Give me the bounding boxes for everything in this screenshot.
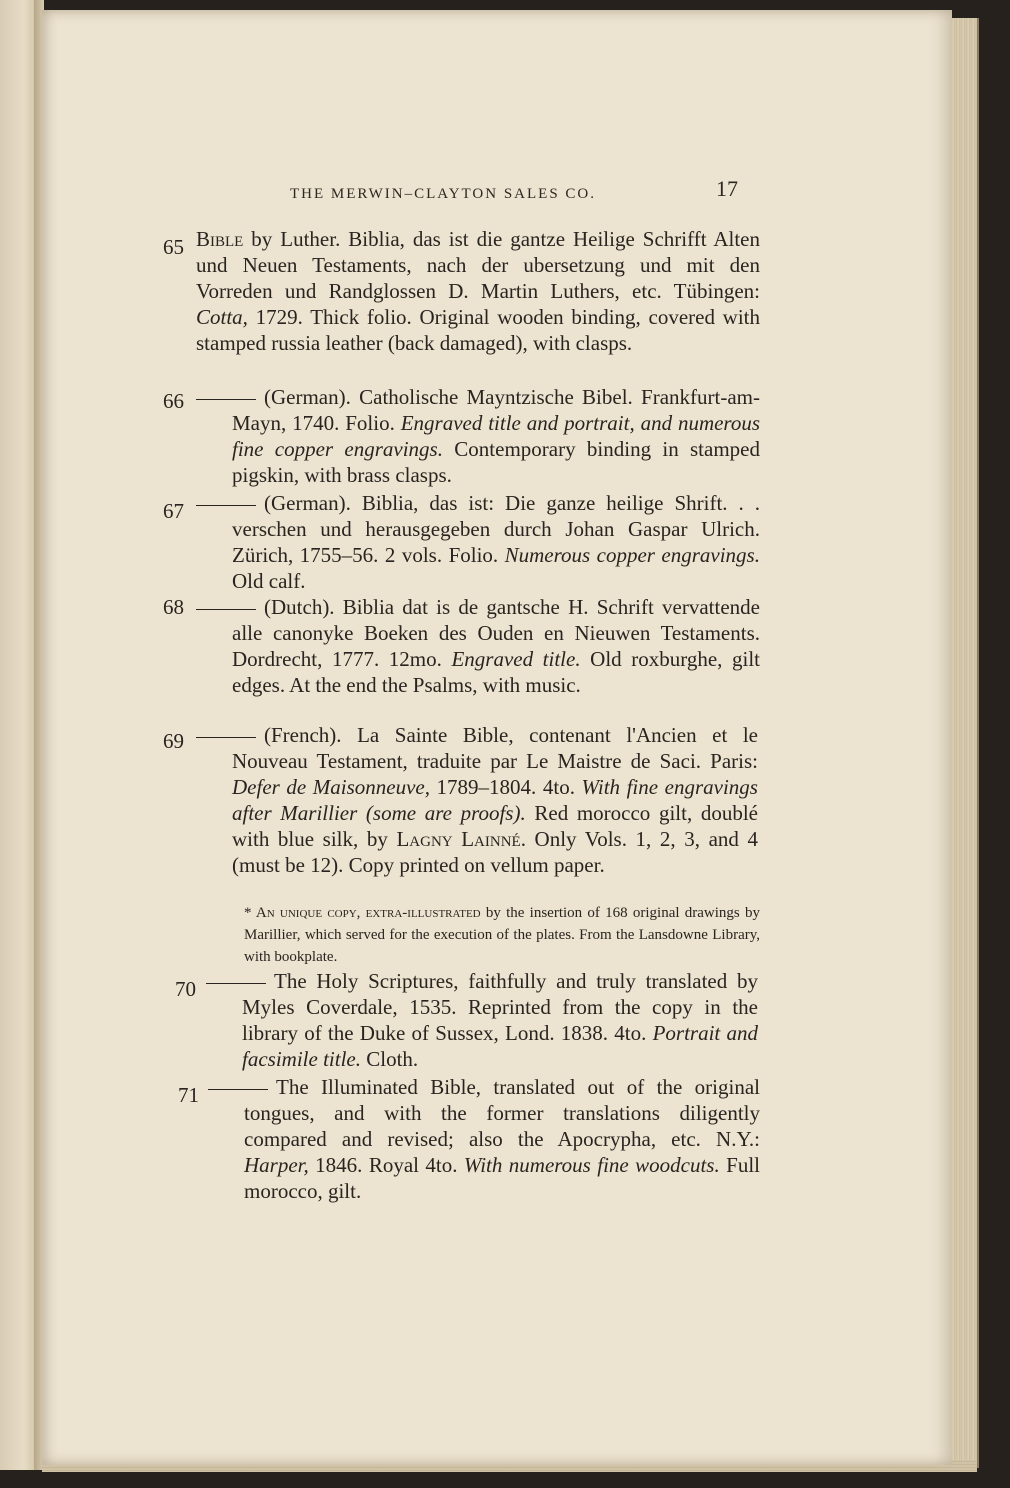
entry-text — [232, 384, 760, 488]
entry-text-a: (French). La Sainte Bible, contenant l'Ancien et le Nouveau Testament, traduite par Le Maistre de Saci. Paris: — [232, 723, 758, 773]
entry-text — [232, 594, 760, 698]
entry-text-d: . Only Vols. 1, 2, 3, and 4 (must be 12). Copy printed on vellum paper. — [232, 827, 758, 877]
note-text: by the insertion of 168 original drawings by Marillier, which served for the execution of the plates. From the Lansdowne Library, with bookplate. — [244, 905, 760, 965]
entry-text-c: Red morocco gilt, doublé with blue silk, by — [232, 801, 758, 851]
entry-text-c: Full morocco, gilt. — [244, 1153, 760, 1203]
entry-text-b: Old calf. — [232, 569, 306, 593]
lot-number: 66 — [163, 389, 184, 413]
lot-number: 70 — [175, 977, 196, 1001]
entry-text-b: Contemporary binding in stamped pigskin, with brass clasps. — [232, 437, 760, 487]
ditto-dash — [196, 737, 256, 738]
binder-name: Lagny Lainné — [396, 827, 521, 851]
entry-italic-a: Harper, — [244, 1153, 309, 1177]
ditto-dash — [208, 1089, 268, 1090]
ditto-dash — [196, 505, 256, 506]
entry-note — [244, 902, 760, 968]
entry-italic-a: Numerous copper engravings. — [504, 543, 760, 567]
entry-text-b: Cloth. — [360, 1047, 419, 1071]
entry-italic-a: Defer de Maisonneuve, — [232, 775, 430, 799]
entry-text — [196, 226, 760, 356]
entry-text-a: (Dutch). Biblia dat is de gantsche H. Schrift vervattende alle canonyke Boeken des Ouden en Nieuwen Testaments. Dordrecht, 1777. 12mo. — [232, 595, 760, 671]
lot-number: 71 — [178, 1083, 199, 1107]
entry-text-a: by Luther. Biblia, das ist die gantze Heilige Schrifft Alten und Neuen Testaments, nach der ubersetzung und mit den Vorreden und Randglossen D. Martin Luthers, etc. Tübingen: — [196, 227, 760, 303]
entry-text — [244, 1074, 760, 1204]
entry-italic-a: Portrait and facsimile title. — [242, 1021, 758, 1071]
entry-text-a: (German). Catholische Mayntzische Bibel. Frankfurt-am-Mayn, 1740. Folio. — [232, 385, 760, 435]
entry-text-a: (German). Biblia, das ist: Die ganze heilige Shrift. . . verschen und herausgegeben durch Johan Gaspar Ulrich. Zürich, 1755–56. 2 vols. Folio. — [232, 491, 760, 567]
ditto-dash — [206, 983, 266, 984]
entry-text-a: The Holy Scriptures, faithfully and truly translated by Myles Coverdale, 1535. Reprinted from the copy in the library of the Duke of Sussex, Lond. 1838. 4to. — [242, 969, 758, 1045]
entry-italic-a: Engraved title and portrait, and numerous fine copper engravings. — [232, 411, 760, 461]
entry-text-b: 1729. Thick folio. Original wooden binding, covered with stamped russia leather (back damaged), with clasps. — [196, 305, 760, 355]
entry-italic-a: Cotta, — [196, 305, 248, 329]
entry-lead: Bible — [196, 227, 244, 251]
entry-text — [242, 968, 758, 1072]
entry-italic-a: Engraved title. — [451, 647, 581, 671]
ditto-dash — [196, 609, 256, 610]
lot-number: 69 — [163, 729, 184, 753]
running-head: THE MERWIN–CLAYTON SALES CO. — [290, 186, 597, 202]
entry-italic-b: With numerous fine woodcuts. — [463, 1153, 720, 1177]
lot-number: 67 — [163, 499, 184, 523]
entry-text-b: Old roxburghe, gilt edges. At the end the Psalms, with music. — [232, 647, 761, 697]
entry-text — [232, 490, 760, 594]
entry-text-b: 1846. Royal 4to. — [308, 1153, 464, 1177]
entry-text-b: 1789–1804. 4to. — [429, 775, 582, 799]
note-lead: * An unique copy, extra-illustrated — [244, 905, 481, 921]
ditto-dash — [196, 399, 256, 400]
page-number: 17 — [716, 176, 738, 201]
entry-italic-b: With fine engravings after Marillier (some are proofs). — [232, 775, 758, 825]
entry-text-a: The Illuminated Bible, translated out of the original tongues, and with the former translations diligently compared and revised; also the Apocrypha, etc. N.Y.: — [244, 1075, 760, 1151]
lot-number: 68 — [163, 595, 184, 619]
entry-text — [232, 722, 758, 878]
lot-number: 65 — [163, 235, 184, 259]
